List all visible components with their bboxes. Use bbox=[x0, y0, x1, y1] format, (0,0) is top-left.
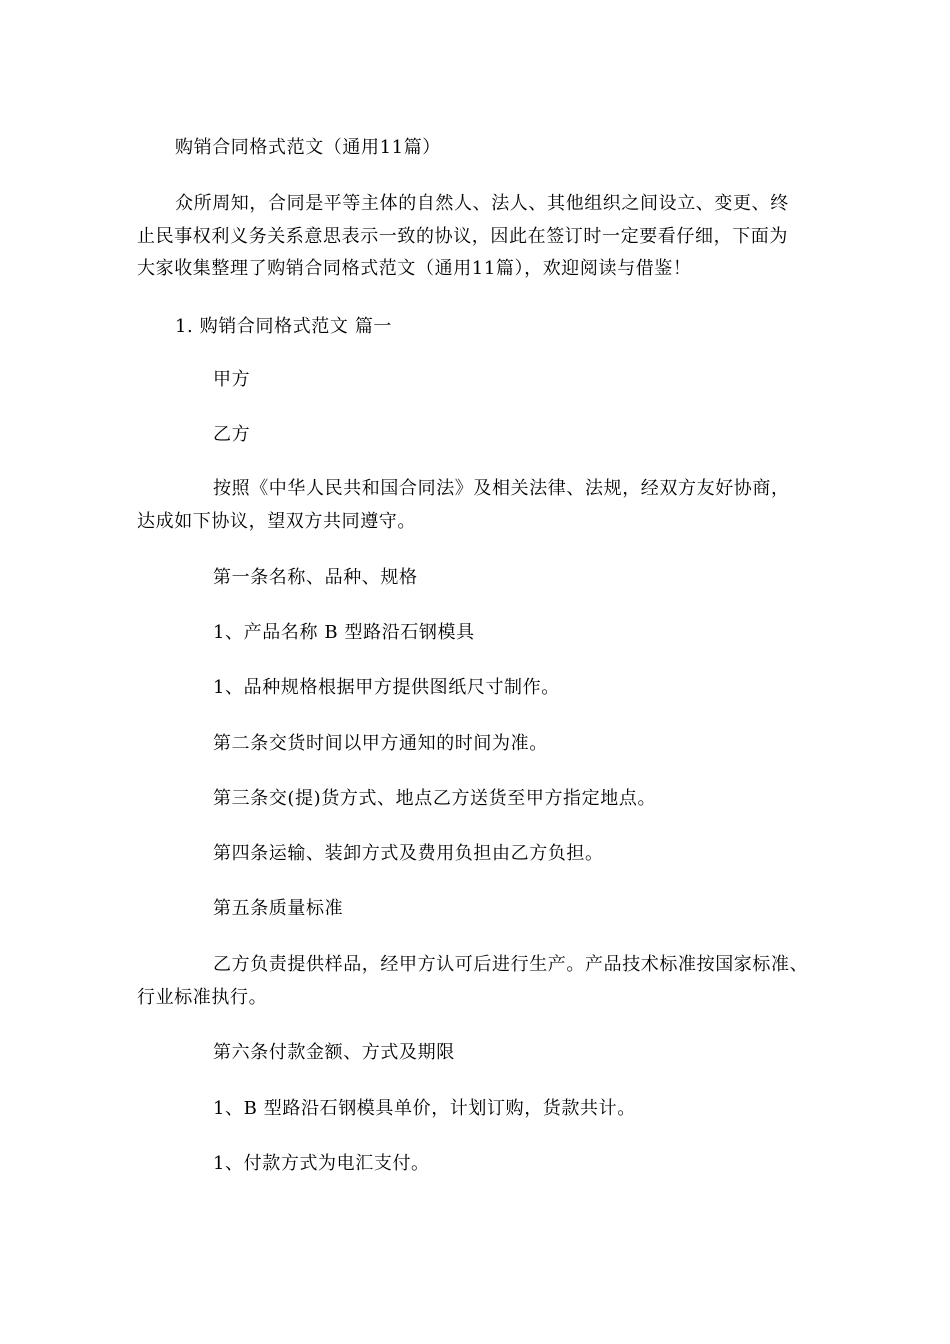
document-title: 购销合同格式范文（通用11篇） bbox=[175, 137, 441, 158]
preamble-line-2: 达成如下协议，望双方共同遵守。 bbox=[137, 510, 416, 532]
section-heading: 1. 购销合同格式范文 篇一 bbox=[175, 316, 393, 337]
article-6-item-2: 1、付款方式为电汇支付。 bbox=[213, 1153, 430, 1174]
party-a-label: 甲方 bbox=[213, 369, 251, 390]
party-b-label: 乙方 bbox=[213, 424, 251, 445]
intro-line-1: 众所周知，合同是平等主体的自然人、法人、其他组织之间设立、变更、终 bbox=[175, 193, 789, 214]
article-4: 第四条运输、装卸方式及费用负担由乙方负担。 bbox=[213, 843, 604, 864]
preamble-paragraph bbox=[137, 473, 790, 538]
preamble-line-1: 按照《中华人民共和国合同法》及相关法律、法规，经双方友好协商， bbox=[213, 478, 790, 499]
article-1-item-2: 1、品种规格根据甲方提供图纸尺寸制作。 bbox=[213, 677, 560, 698]
article-5-line-1: 乙方负责提供样品，经甲方认可后进行生产。产品技术标准按国家标准、 bbox=[213, 954, 809, 975]
article-1-heading: 第一条名称、品种、规格 bbox=[213, 567, 418, 588]
article-2: 第二条交货时间以甲方通知的时间为准。 bbox=[213, 733, 548, 754]
intro-line-2: 止民事权利义务关系意思表示一致的协议，因此在签订时一定要看仔细，下面为 bbox=[137, 225, 788, 247]
article-5-line-2: 行业标准执行。 bbox=[137, 986, 268, 1008]
article-5-paragraph bbox=[137, 949, 808, 1014]
article-1-item-1: 1、产品名称 B 型路沿石钢模具 bbox=[213, 622, 475, 643]
article-3: 第三条交(提)货方式、地点乙方送货至甲方指定地点。 bbox=[213, 788, 657, 809]
intro-line-3: 大家收集整理了购销合同格式范文（通用11篇），欢迎阅读与借鉴！ bbox=[137, 258, 692, 279]
article-6-item-1: 1、B 型路沿石钢模具单价，计划订购，货款共计。 bbox=[213, 1098, 636, 1119]
article-5-heading: 第五条质量标准 bbox=[213, 898, 344, 919]
article-6-heading: 第六条付款金额、方式及期限 bbox=[213, 1042, 455, 1063]
intro-paragraph bbox=[137, 188, 789, 286]
